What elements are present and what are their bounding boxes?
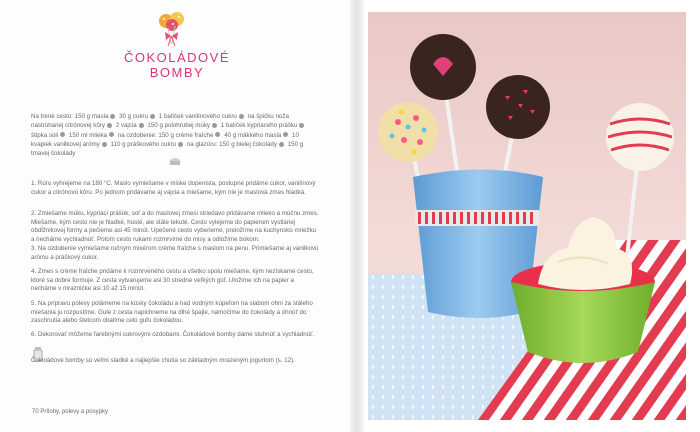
section-name: Prílohy, polevy a posypky	[40, 409, 108, 415]
cake-pops-bow-icon	[154, 10, 190, 50]
ingredient: 30 g cukru	[119, 113, 149, 120]
page-footer	[32, 409, 108, 415]
ingredient: 1 balíček kypriaceho prášku	[220, 122, 298, 130]
bullet-icon	[139, 123, 144, 128]
step-1: 1. Rúru vyhrejeme na 180 °C. Maslo vymiešame v miske dopenista, postupne pridáme cukor, vanilínový cukor a citrónovú kôru. Po jednom pridávame aj vajcia a miešame, kým nie je maslová zmes hladká.	[31, 180, 316, 196]
step-6: 6. Dekorovať môžeme farebnými cukrovými ozdobami. Čokoládové bomby dáme stuhnúť a vychladnúť.	[31, 331, 315, 338]
bullet-icon	[299, 123, 304, 128]
bullet-icon	[107, 123, 112, 128]
book-gutter	[350, 0, 364, 432]
ingredient: 10 kvapiek vanilkovej arómy	[31, 131, 299, 148]
step-4: 4. Zmes s crème fraîche pridáme k rozmrveného cestu a všetko spolu miešame, kým nezískame cesto, ktoré sa dobre formuje. Z cesta vytvarujeme asi 30 stredne veľkých gúľ. Uložíme ich na papier a necháme v mrazničke asi 10 až 15 minút.	[31, 268, 314, 293]
ingredient: štipka soli	[31, 131, 59, 139]
ingredient: na glazúru: 150 g bielej čokolády	[186, 140, 277, 148]
bullet-icon	[150, 114, 155, 119]
bullet-icon	[215, 132, 220, 137]
ingredient: 40 g mäkkého masla	[224, 131, 282, 139]
page-number: 70	[32, 409, 39, 415]
bullet-icon	[178, 142, 183, 147]
ingredient: 110 g práškového cukru	[110, 140, 177, 148]
recipe-title: ČOKOLÁDOVÉ BOMBY	[123, 50, 231, 80]
bullet-icon	[212, 123, 217, 128]
ingredient: 150 g tmavej čokolády	[31, 140, 304, 158]
bullet-icon	[239, 114, 244, 119]
ingredient: 150 g masla	[74, 113, 109, 120]
ingredient: 150 ml mlieka	[68, 131, 108, 139]
bullet-icon	[109, 132, 114, 137]
ingredient: na špičku noža nastrúhanej citrónovej kôry	[31, 113, 289, 130]
cake-pops-photo	[368, 12, 686, 420]
step-5: 5. Na prípravu polevy polámeme na kúsky čokoládu a nad vodným kúpeľom na slabom ohni za stáleho miešania ju rozpustíme. Gule z cesta napichneme na dlhé špajle, namočíme do čokolády a ohnúť do zaschnutia alebo štetcom obalíme celú guľu čokoládou.	[31, 300, 313, 325]
recipe-tip: Čokoládové bomby sú veľmi sladké a najlepšie chutia so základným mrazeným jogurtom (s. 12).	[31, 357, 295, 364]
step-2: 2. Zmiešame múku, kypriaci prášok, soľ a do maslovej zmesi striedavo pridávame mlieko a múčnu zmes. Miešame, kým cesto nie je hladké, husté, ale stále tekuté. Cesto vylejeme do papierom vystlanej obdĺžnikovej formy a pečieme asi 45 minút. Upečené cesto vyberieme, preložíme na kuchynskú mriežku a necháme vychladnúť. Potom cesto rukami rozmrvíme do misy a odložíme bokom.	[31, 210, 319, 243]
ingredient: 150 g polohrubej múky	[147, 122, 211, 130]
bullet-icon	[102, 142, 107, 147]
ingredient: na ozdobenie: 150 g crème fraîche	[117, 131, 214, 139]
ingredient: 2 vajcia	[115, 122, 137, 130]
ingredient: 1 balíček vanilínového cukru	[158, 113, 237, 120]
bullet-icon	[60, 132, 65, 137]
bullet-icon	[110, 114, 115, 119]
step-3: 3. Na ozdobenie vymiešame ručným mixérom crème fraîche s maslom na penu. Primiešame aj vanilkovú arómu a práškový cukor.	[31, 245, 319, 261]
bullet-icon	[283, 132, 288, 137]
bullet-icon	[279, 142, 284, 147]
cupcake-divider-icon	[166, 156, 184, 166]
ingredient-list	[31, 112, 321, 158]
ingredients-prefix: Na trené cesto:	[31, 113, 73, 120]
